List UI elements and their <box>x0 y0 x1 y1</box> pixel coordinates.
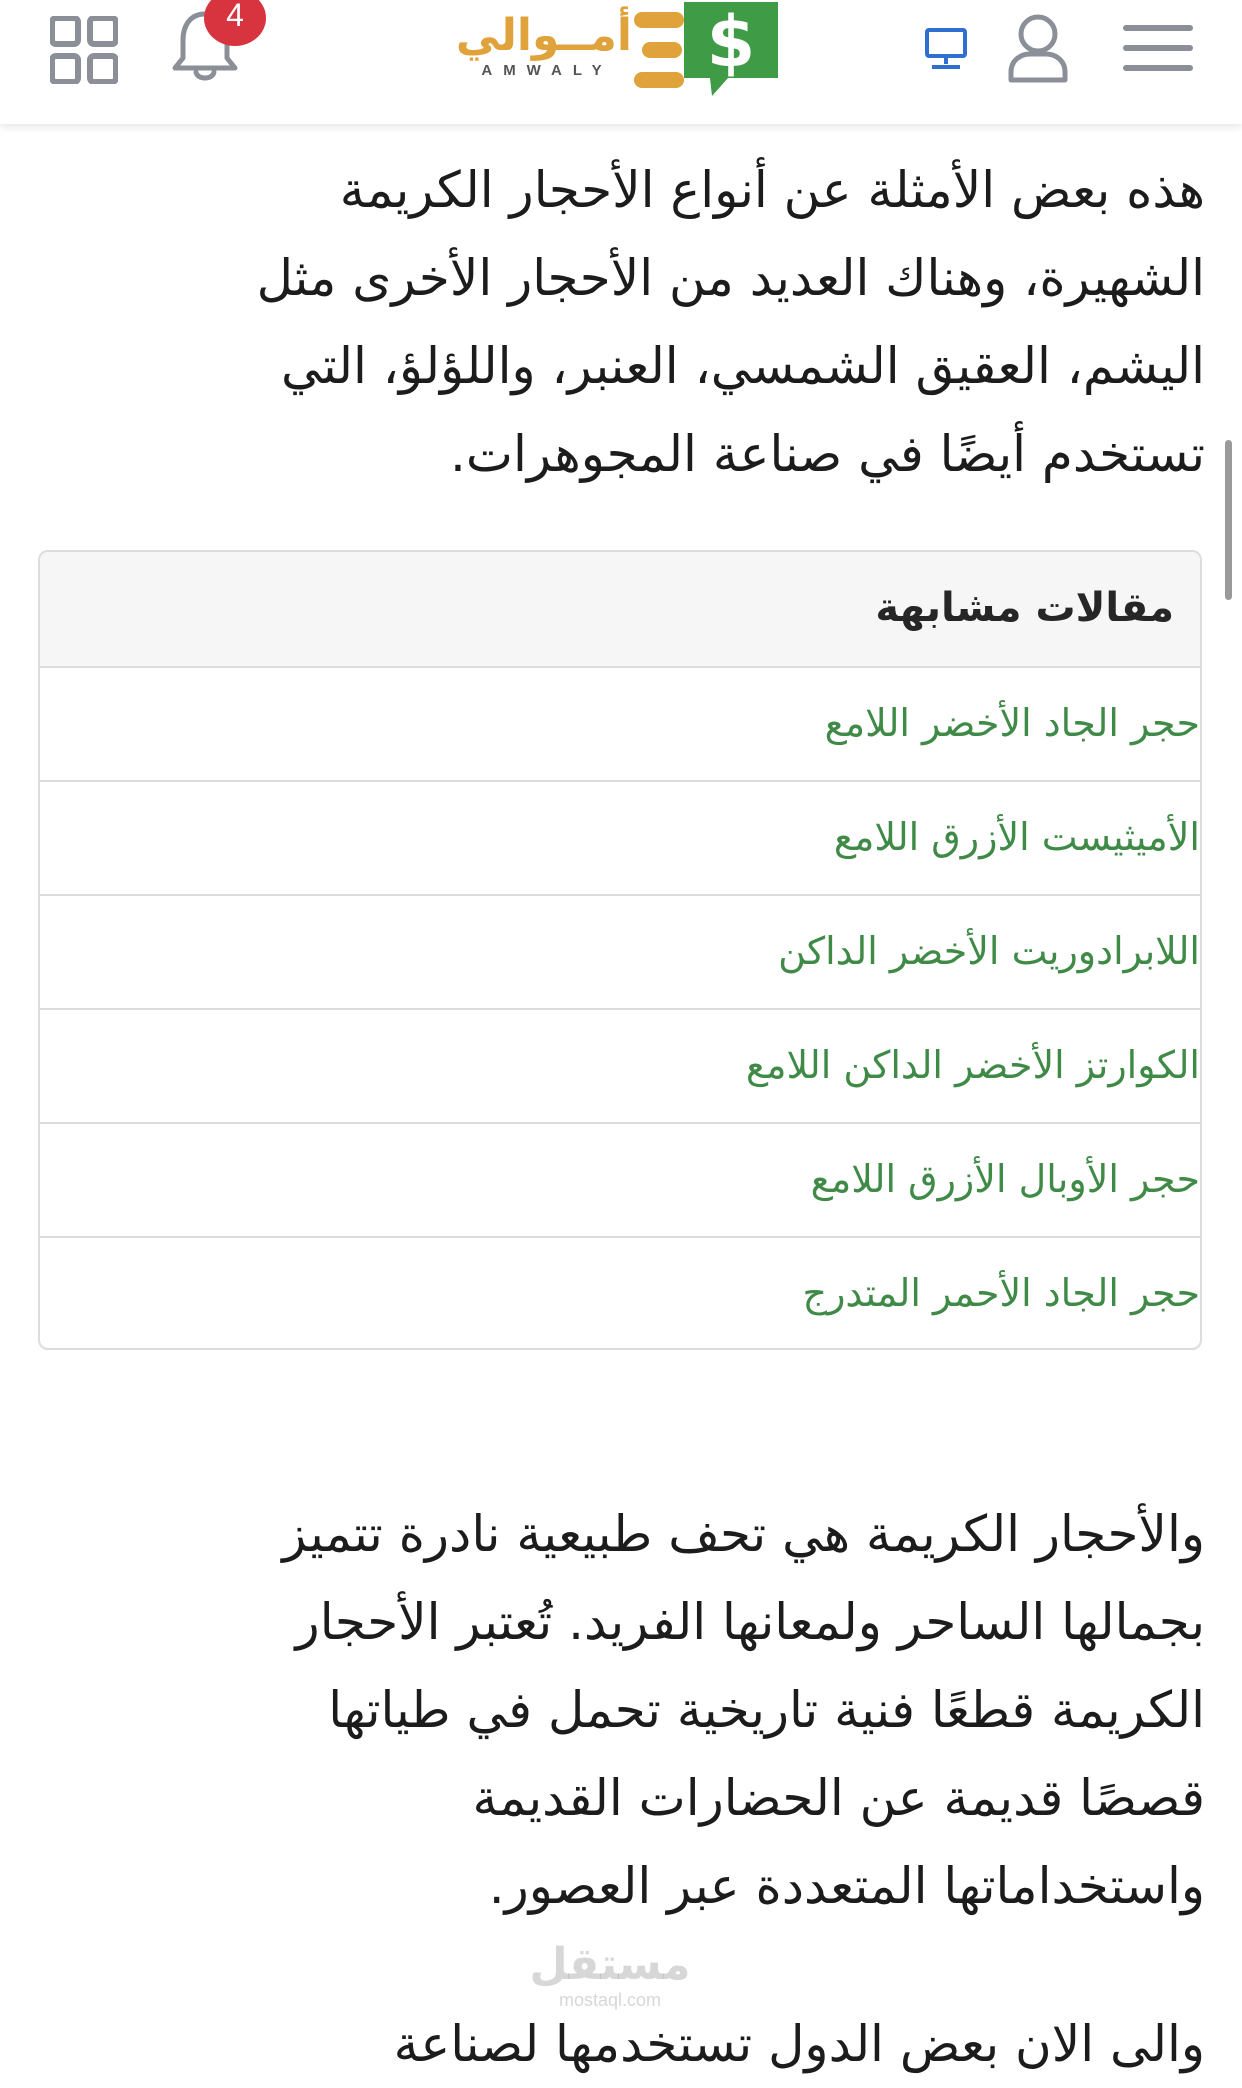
paragraph-line: قصصًا قديمة عن الحضارات القديمة <box>472 1769 1205 1827</box>
link-label: حجر الجاد الأخضر اللامع <box>824 701 1200 745</box>
notification-count-badge: 4 <box>204 0 266 46</box>
related-article-link[interactable] <box>40 1124 1200 1238</box>
grid-icon <box>50 16 118 84</box>
related-articles-card <box>38 550 1202 1350</box>
paragraph-line: تستخدم أيضًا في صناعة المجوهرات. <box>449 425 1205 483</box>
link-label: حجر الأوبال الأزرق اللامع <box>810 1157 1200 1201</box>
account-button[interactable] <box>1006 12 1070 84</box>
link-label: الكوارتز الأخضر الداكن اللامع <box>745 1043 1200 1087</box>
site-logo[interactable] <box>455 0 782 100</box>
paragraph-line: والى الان بعض الدول تستخدمها لصناعة <box>393 2015 1205 2073</box>
paragraph-line: هذه بعض الأمثلة عن أنواع الأحجار الكريمة <box>339 161 1205 219</box>
watermark-latin: mostaql.com <box>558 1990 662 2010</box>
watermark-arabic: مستقل <box>529 1939 691 1990</box>
logo-latin-text: AMWALY <box>481 62 613 79</box>
link-label: حجر الجاد الأحمر المتدرج <box>802 1271 1200 1315</box>
page-scrollbar-thumb[interactable] <box>1225 440 1232 600</box>
link-label: اللابرادوريت الأخضر الداكن <box>778 929 1200 973</box>
logo-arabic-text: أمــوالي <box>455 10 632 61</box>
paragraph-line: اليشم، العقيق الشمسي، العنبر، واللؤلؤ، التي <box>281 337 1205 395</box>
article-paragraph <box>55 1490 1205 1930</box>
dollar-chat-logo-icon <box>632 0 782 100</box>
related-article-link[interactable] <box>40 1238 1200 1350</box>
apps-grid-button[interactable] <box>50 16 118 84</box>
link-label: الأميثيست الأزرق اللامع <box>833 815 1200 859</box>
hamburger-menu-icon <box>1122 16 1194 80</box>
paragraph-line: واستخداماتها المتعددة عبر العصور. <box>488 1857 1205 1915</box>
related-article-link[interactable] <box>40 896 1200 1010</box>
related-articles-list <box>40 668 1200 1350</box>
article-paragraph <box>55 146 1205 498</box>
related-articles-title: مقالات مشابهة <box>40 552 1200 668</box>
article-paragraph-partial <box>55 2000 1205 2088</box>
paragraph-line: الشهيرة، وهناك العديد من الأحجار الأخرى مثل <box>256 249 1205 307</box>
monitor-icon <box>922 24 970 72</box>
mostaql-watermark <box>520 1940 700 2010</box>
related-article-link[interactable] <box>40 782 1200 896</box>
site-header <box>0 0 1242 124</box>
desktop-view-button[interactable] <box>922 24 970 72</box>
related-article-link[interactable] <box>40 668 1200 782</box>
user-icon <box>1006 12 1070 84</box>
related-article-link[interactable] <box>40 1010 1200 1124</box>
svg-text:$: $ <box>706 1 756 83</box>
paragraph-line: والأحجار الكريمة هي تحف طبيعية نادرة تتميز <box>282 1505 1205 1563</box>
paragraph-line: بجمالها الساحر ولمعانها الفريد. تُعتبر الأحجار <box>295 1593 1205 1651</box>
paragraph-line: الكريمة قطعًا فنية تاريخية تحمل في طياتها <box>328 1681 1205 1739</box>
hamburger-menu-button[interactable] <box>1122 16 1194 80</box>
